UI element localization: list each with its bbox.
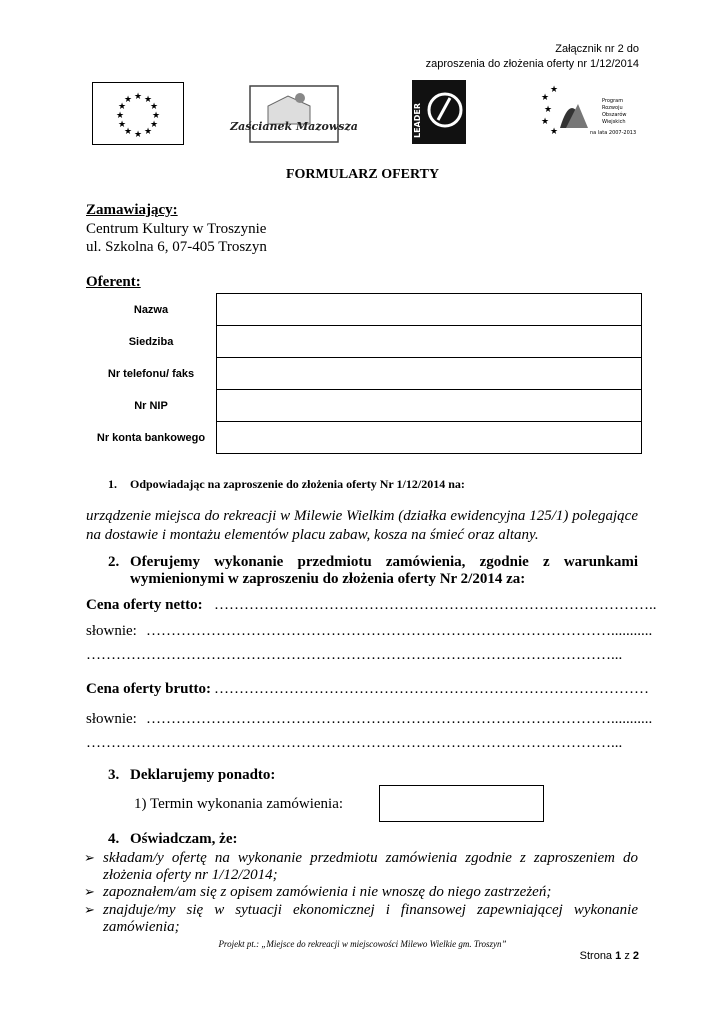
svg-text:★: ★ xyxy=(133,130,143,140)
zascianek-mazowsza-logo xyxy=(230,84,358,144)
zascianek-logo-text: Zaścianek Mazowsza xyxy=(230,120,358,133)
field-input-konto[interactable] xyxy=(217,422,642,454)
statement-3-line1: znajduje/my się w sytuacji ekonomicznej i finansowej zapewniającej wykonanie xyxy=(103,902,638,918)
oferent-row-nazwa xyxy=(86,294,642,326)
field-input-siedziba[interactable] xyxy=(217,326,642,358)
netto-slownie-label: słownie: xyxy=(86,623,137,639)
field-label-nazwa: Nazwa xyxy=(133,303,169,316)
termin-label: 1) Termin wykonania zamówienia: xyxy=(134,796,344,812)
field-label-nip: Nr NIP xyxy=(134,399,168,412)
leader-logo-text: LEADER xyxy=(413,102,422,138)
svg-text:★: ★ xyxy=(123,95,133,105)
svg-text:★: ★ xyxy=(550,127,559,137)
oferent-table xyxy=(86,293,642,454)
svg-text:★: ★ xyxy=(115,111,125,121)
arrow-bullet-icon: ➢ xyxy=(84,884,95,899)
zamawiajacy-address: ul. Szkolna 6, 07-405 Troszyn xyxy=(86,239,267,255)
svg-text:★: ★ xyxy=(149,102,159,112)
field-input-nip[interactable] xyxy=(217,390,642,422)
section4-heading: Oświadczam, że: xyxy=(130,831,238,847)
netto-dots[interactable]: …………………………………………………………………………….. xyxy=(214,597,657,613)
arrow-bullet-icon: ➢ xyxy=(84,850,95,865)
svg-text:★: ★ xyxy=(541,93,550,103)
prow-logo xyxy=(538,78,638,144)
svg-text:★: ★ xyxy=(123,127,133,137)
brutto-slownie-dots[interactable]: …………………………………………………………………………………........... xyxy=(146,711,653,727)
oferent-row-siedziba xyxy=(86,326,642,358)
oferent-row-nip xyxy=(86,390,642,422)
netto-slownie-dots[interactable]: …………………………………………………………………………………........... xyxy=(146,623,653,639)
oferent-row-telefon xyxy=(86,358,642,390)
page-prefix: Strona xyxy=(579,950,613,962)
field-label-siedziba: Siedziba xyxy=(128,335,174,348)
page-current: 1 xyxy=(615,950,622,962)
section3-heading: Deklarujemy ponadto: xyxy=(130,767,276,783)
svg-text:★: ★ xyxy=(544,105,553,115)
brutto-dots[interactable]: …………………………………………………………………………… xyxy=(214,681,649,697)
prow-text-5: na lata 2007-2013 xyxy=(590,130,637,136)
project-footer: Projekt pt.: „Miejsce do rekreacji w miejscowości Milewo Wielkie gm. Troszyn” xyxy=(218,939,507,949)
brutto-label: Cena oferty brutto: xyxy=(86,681,211,697)
leader-logo xyxy=(412,80,466,144)
svg-text:★: ★ xyxy=(550,85,559,95)
svg-text:★: ★ xyxy=(151,111,161,121)
oferent-row-konto xyxy=(86,422,642,454)
oferent-heading: Oferent: xyxy=(86,274,141,290)
page-mid: z xyxy=(624,950,630,962)
field-input-telefon[interactable] xyxy=(217,358,642,390)
netto-label: Cena oferty netto: xyxy=(86,597,203,613)
section1-desc-line2: na dostawie i montażu elementów placu zabaw, kosza na śmieć oraz altany. xyxy=(86,527,539,543)
section1-desc-line1: urządzenie miejsca do rekreacji w Milewie Wielkim (działka ewidencyjna 125/1) polegające xyxy=(86,508,638,524)
prow-text-1: Program xyxy=(602,98,624,104)
attachment-line-1: Załącznik nr 2 do xyxy=(555,43,639,55)
svg-text:★: ★ xyxy=(117,102,127,112)
prow-text-3: Obszarów xyxy=(602,112,627,118)
svg-text:★: ★ xyxy=(117,120,127,130)
field-label-telefon: Nr telefonu/ faks xyxy=(107,367,195,380)
netto-slownie-dots-2[interactable]: ……………………………………………………………………………………………... xyxy=(86,647,623,663)
zamawiajacy-name: Centrum Kultury w Troszynie xyxy=(86,221,267,237)
field-input-nazwa[interactable] xyxy=(217,294,642,326)
page-total: 2 xyxy=(632,950,639,962)
page-number xyxy=(580,950,639,962)
svg-text:★: ★ xyxy=(149,120,159,130)
svg-text:★: ★ xyxy=(143,127,153,137)
statement-2: zapoznałem/am się z opisem zamówienia i nie wnoszę do niego zastrzeżeń; xyxy=(103,884,552,900)
brutto-slownie-dots-2[interactable]: ……………………………………………………………………………………………... xyxy=(86,735,623,751)
section1-heading: Odpowiadając na zaproszenie do złożenia oferty Nr 1/12/2014 na: xyxy=(130,477,465,491)
svg-text:★: ★ xyxy=(143,95,153,105)
attachment-line-2: zaproszenia do złożenia oferty nr 1/12/2014 xyxy=(425,58,639,70)
zamawiajacy-heading: Zamawiający: xyxy=(86,202,178,218)
svg-text:★: ★ xyxy=(541,117,550,127)
form-title: FORMULARZ OFERTY xyxy=(285,167,440,182)
field-label-konto: Nr konta bankowego xyxy=(96,431,206,444)
statement-1-line1: składam/y ofertę na wykonanie przedmiotu zamówienia zgodnie z zaproszeniem do xyxy=(103,850,638,866)
brutto-slownie-label: słownie: xyxy=(86,711,137,727)
section2-line1: Oferujemy wykonanie przedmiotu zamówienia, zgodnie z warunkami xyxy=(130,554,638,570)
svg-text:★: ★ xyxy=(133,92,143,102)
prow-text-4: Wiejskich xyxy=(602,119,626,125)
section1-number: 1. xyxy=(108,477,117,491)
section3-number: 3. xyxy=(108,767,120,783)
termin-input[interactable] xyxy=(379,785,544,822)
section4-number: 4. xyxy=(108,831,120,847)
section2-number: 2. xyxy=(108,554,120,570)
statement-3-line2: zamówienia; xyxy=(103,919,180,935)
statement-1-line2: złożenia oferty nr 1/12/2014; xyxy=(103,867,278,883)
prow-text-2: Rozwoju xyxy=(602,105,623,111)
section2-line2: wymienionymi w zaproszeniu do złożenia oferty Nr 2/2014 za: xyxy=(130,571,526,587)
eu-flag-logo xyxy=(92,82,184,145)
arrow-bullet-icon: ➢ xyxy=(84,902,95,917)
